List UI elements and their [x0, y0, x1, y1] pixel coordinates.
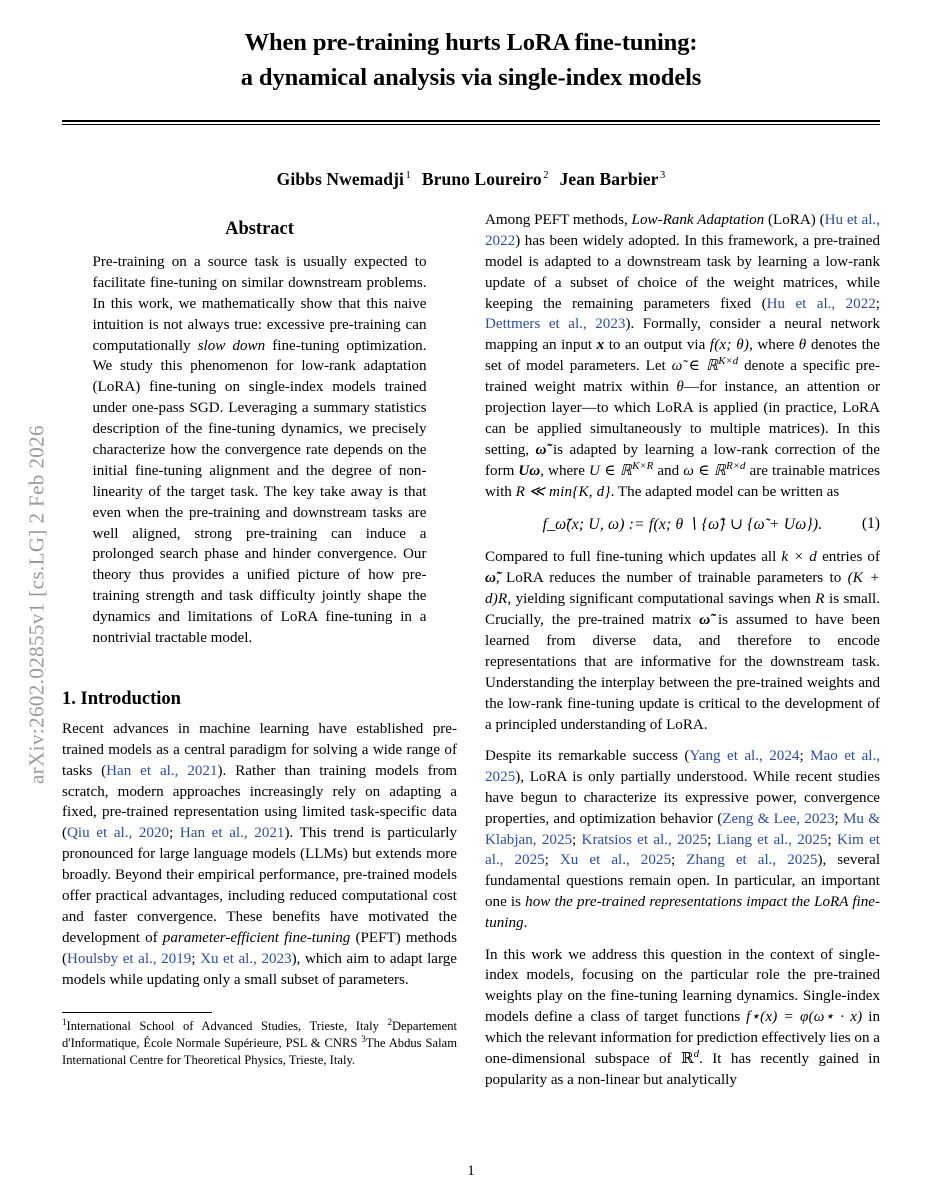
- abstract-part-1: Pre-training on a source task is usually expected to facilitate fine-tuning on similar downstream problems. In this work, we mathematically show that this naive intuition is not always true: excessive pre-training can computationally: [92, 254, 427, 354]
- equation-1-body: f_ω̃(x; U, ω) := f(x; θ ∖ {ω̃} ∪ {ω̃ + Uω}).: [542, 516, 823, 534]
- left-column: [62, 210, 457, 1091]
- math-f-theta: f(x; θ): [709, 337, 750, 354]
- right-column: [485, 210, 880, 1091]
- math-omega-tilde-3: ω̃: [485, 570, 496, 587]
- author-affiliation-mark: 2: [543, 169, 549, 181]
- math-omega-tilde: ω̃: [535, 441, 547, 458]
- affiliation-3: The Abdus Salam International Centre for Theoretical Physics, Trieste, Italy.: [62, 1035, 457, 1067]
- paper-page: [62, 0, 880, 1200]
- math-u-in-r: U ∈ ℝ: [588, 462, 633, 479]
- affiliation-footnote: [62, 1018, 457, 1069]
- citation-link[interactable]: Kratsios et al., 2025: [581, 831, 708, 848]
- arxiv-stamp: arXiv:2602.02855v1 [cs.LG] 2 Feb 2026: [24, 425, 49, 784]
- author-name: Jean Barbier: [559, 168, 659, 189]
- equation-1-number: (1): [861, 515, 880, 533]
- affiliation-1: International School of Advanced Studies, Trieste, Italy: [66, 1019, 388, 1034]
- citation-link[interactable]: Han et al., 2021: [179, 825, 285, 842]
- footnote-divider: [62, 1012, 212, 1013]
- author-entry: [277, 169, 411, 189]
- title-line-2: a dynamical analysis via single-index models: [240, 63, 702, 91]
- author-affiliation-mark: 3: [659, 169, 666, 181]
- math-exponent-rd: R×d: [726, 459, 746, 472]
- citation-link[interactable]: Liang et al., 2025: [716, 831, 828, 848]
- math-exponent-kr: K×R: [632, 459, 654, 472]
- citation-link[interactable]: Xu et al., 2025: [559, 852, 671, 869]
- math-k-times-d: k × d: [781, 549, 817, 566]
- math-single-index-target: f⋆(x) = φ(ω⋆ · x): [746, 1009, 863, 1026]
- citation-link[interactable]: Xu et al., 2023: [200, 950, 292, 967]
- author-affiliation-mark: 1: [405, 169, 411, 181]
- author-entry: [422, 169, 549, 189]
- right-paragraph-3: Despite its remarkable success (Yang et al., 2024; Mao et al., 2025), LoRA is only partially understood. While recent studies have begun to characterize its expressive power, convergence properties, and optimization behavior (Zeng & Lee, 2023; Mu & Klabjan, 2025; Kratsios et al., 2025; Liang et al., 2025; Kim et al., 2025; Xu et al., 2025; Zhang et al., 2025), several fundamental questions remain open. In particular, an important one is how the pre-trained representations impact the LoRA fine-tuning.: [485, 747, 881, 932]
- introduction-heading: 1. Introduction: [62, 688, 181, 709]
- lora-emphasis: Low-Rank Adaptation: [631, 212, 765, 228]
- two-column-body: [62, 210, 880, 1091]
- math-omega-in-r: ω ∈ ℝ: [683, 462, 727, 479]
- citation-link[interactable]: Zhang et al., 2025: [686, 852, 818, 869]
- citation-link[interactable]: Mu & Klabjan, 2025: [485, 810, 881, 848]
- research-question-emphasis: how the pre-trained representations impact the LoRA fine-tuning: [485, 894, 880, 932]
- author-entry: [560, 169, 666, 189]
- math-omega-tilde-4: ω̃: [699, 612, 711, 629]
- math-theta-2: θ: [676, 379, 685, 396]
- math-x: x: [596, 337, 605, 354]
- footnote-mark-3: 3: [361, 1033, 366, 1044]
- footnote-mark-1: 1: [62, 1016, 67, 1027]
- math-r: R: [815, 591, 825, 608]
- citation-link[interactable]: Dettmers et al., 2023: [485, 316, 626, 333]
- author-list: [62, 169, 880, 190]
- abstract-heading: Abstract: [225, 219, 294, 239]
- introduction-paragraph-1: Recent advances in machine learning have established pre-trained models as a central paradigm for solving a wide range of tasks (Han et al., 2021). Rather than training models from scratch, modern approaches increasingly rely on adapting a fixed, pre-trained representation using limited task-specific data (Qiu et al., 2020; Han et al., 2021). This trend is particularly pronounced for large language models (LLMs) but extends more broadly. Beyond their empirical performance, pre-trained models offer practical advantages, including reduced computational cost and faster convergence. These benefits have motivated the development of parameter-efficient fine-tuning (PEFT) methods (Houlsby et al., 2019; Xu et al., 2023), which aim to adapt large models while updating only a small subset of parameters.: [62, 720, 457, 988]
- title-line-1: When pre-training hurts LoRA fine-tuning:: [244, 29, 698, 56]
- right-paragraph-4: In this work we address this question in the context of single-index models, focusing on the particular role the pre-trained weights play on the fine-tuning learning dynamics. Single-index models define a class of target functions f⋆(x) = φ(ω⋆ · x) in which the relevant information for prediction effectively lies on a one-dimensional subspace of ℝ$^d$. It has recently gained in popularity as a non-linear but analytically: [485, 946, 880, 1088]
- citation-link[interactable]: Hu et al., 2022: [766, 295, 876, 312]
- citation-link[interactable]: Hu et al., 2022: [485, 212, 880, 249]
- citation-link[interactable]: Kim et al., 2025: [485, 831, 880, 869]
- title-divider: [62, 120, 880, 125]
- footnote-block: [62, 1012, 457, 1069]
- abstract-text: [93, 252, 427, 649]
- peft-emphasis: parameter-efficient fine-tuning: [162, 929, 351, 946]
- author-name: Bruno Loureiro: [421, 168, 542, 189]
- affiliation-2: Departement d'Informatique, École Normale Supérieure, PSL & CNRS: [62, 1019, 457, 1050]
- right-paragraph-1: Among PEFT methods, Low-Rank Adaptation (LoRA) (Hu et al., 2022) has been widely adopted. In this framework, a pre-trained model is adapted to a downstream task by learning a low-rank update of a subset of choice of the weight matrices, while keeping the remaining parameters fixed (Hu et al., 2022; Dettmers et al., 2023). Formally, consider a neural network mapping an input x to an output via f(x; θ), where θ denotes the set of model parameters. Let ω̃ ∈ ℝ$^{K\times d}$ denote a specific pre-trained weight matrix within θ—for instance, an attention or projection layer—to which LoRA is applied (in practice, LoRA can be applied simultaneously to multiple matrices). In this setting, ω̃ is adapted by learning a low-rank correction of the form Uω, where U ∈ ℝ$^{K\times R}$ and ω ∈ ℝ$^{R\times d}$ are trainable matrices with R ≪ min{K, d}. The adapted model can be written as: [485, 212, 881, 500]
- math-rank-condition: R ≪ min{K, d}: [515, 483, 611, 500]
- equation-1: [485, 515, 880, 534]
- math-theta: θ: [798, 337, 807, 354]
- abstract-part-2: fine-tuning optimization. We study this phenomenon for low-rank adaptation (LoRA) fine-tuning on single-index models trained under one-pass SGD. Leveraging a summary statistics description of the fine-tuning dynamics, we precisely characterize how the convergence rate depends on the initial fine-tuning alignment and the degree of non-linearity of the target task. The key take away is that even when the pre-training and downstream tasks are well aligned, strong pre-training can induce a prolonged search phase and hinder convergence. Our theory thus provides a unified picture of how pre-training strength and task difficulty jointly shape the dynamics and limitations of LoRA fine-tuning in a nontrivial tractable model.: [92, 337, 427, 647]
- page-title: [62, 26, 880, 96]
- math-u-omega: Uω: [518, 462, 541, 479]
- math-exponent-d: d: [693, 1047, 700, 1060]
- title-block: [62, 0, 880, 96]
- page-number: 1: [467, 1163, 475, 1179]
- abstract-emphasis: slow down: [197, 337, 266, 354]
- citation-link[interactable]: Yang et al., 2024: [689, 747, 800, 764]
- citation-link[interactable]: Han et al., 2021: [106, 762, 218, 779]
- introduction-section: [62, 689, 457, 991]
- math-kd-r: (K + d)R: [485, 570, 880, 608]
- citation-link[interactable]: Qiu et al., 2020: [67, 825, 170, 842]
- right-paragraph-2: Compared to full fine-tuning which updates all k × d entries of ω̃, LoRA reduces the number of trainable parameters to (K + d)R, yielding significant computational savings when R is small. Crucially, the pre-trained matrix ω̃ is assumed to have been learned from diverse data, and therefore to encode representations that are informative for the downstream task. Understanding the interplay between the pre-trained weights and the low-rank fine-tuning update is critical to the development of a principled understanding of LoRA.: [485, 549, 881, 733]
- math-omega-tilde-space: ω̃ ∈ ℝ: [671, 358, 719, 375]
- math-real-space: ℝ: [681, 1050, 694, 1067]
- citation-link[interactable]: Zeng & Lee, 2023: [722, 810, 835, 827]
- footnote-mark-2: 2: [387, 1016, 392, 1027]
- author-name: Gibbs Nwemadji: [276, 168, 404, 189]
- citation-link[interactable]: Houlsby et al., 2019: [67, 950, 192, 967]
- citation-link[interactable]: Mao et al., 2025: [485, 747, 881, 785]
- math-exponent-kd: K×d: [718, 355, 739, 368]
